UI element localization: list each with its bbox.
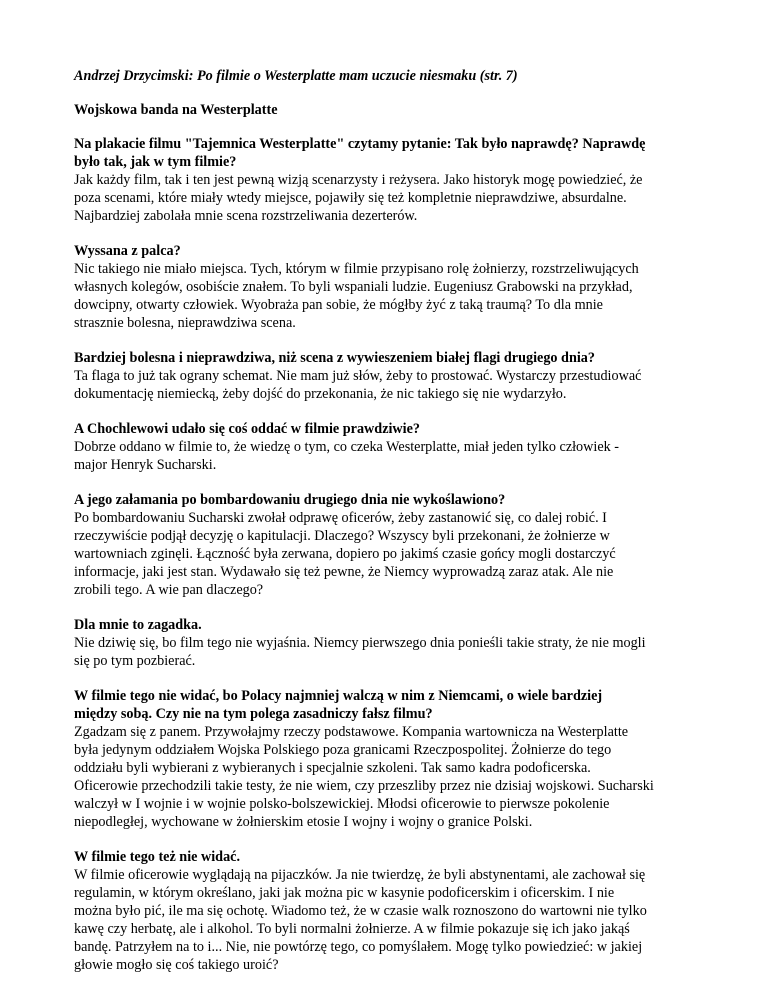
answer-line: Zgadzam się z panem. Przywołajmy rzeczy podstawowe. Kompania wartownicza na Westerplatte — [74, 724, 629, 740]
question-line: W filmie tego też nie widać. — [74, 849, 241, 865]
interview-answer — [74, 866, 722, 974]
qa-block — [74, 491, 722, 599]
interview-answer — [74, 367, 722, 403]
answer-line: się po tym pozbierać. — [74, 653, 196, 669]
question-line: Wyssana z palca? — [74, 243, 181, 259]
answer-line: bandę. Patrzyłem na to i... Nie, nie powtórzę tego, co pomyślałem. Mogę tylko powiedzieć: w jakiej — [74, 939, 643, 955]
interview-answer — [74, 723, 722, 831]
qa-block — [74, 848, 722, 974]
interview-question — [74, 848, 722, 866]
answer-line: była jedynym oddziałem Wojska Polskiego poza granicami Rzeczpospolitej. Żołnierze do tego — [74, 742, 612, 758]
interview-question — [74, 349, 722, 367]
interview-question — [74, 687, 722, 723]
question-line: A Chochlewowi udało się coś oddać w filmie prawdziwie? — [74, 421, 421, 437]
interview-question — [74, 135, 722, 171]
answer-line: Nie dziwię się, bo film tego nie wyjaśnia. Niemcy pierwszego dnia ponieśli takie straty, że nie mogli — [74, 635, 646, 651]
answer-line: Dobrze oddano w filmie to, że wiedzę o tym, co czeka Westerplatte, miał jeden tylko człowiek - — [74, 439, 620, 455]
answer-line: Najbardziej zabolała mnie scena rozstrzeliwania dezerterów. — [74, 208, 418, 224]
answer-line: W filmie oficerowie wyglądają na pijaczków. Ja nie twierdzę, że byli abstynentami, ale zachował się — [74, 867, 646, 883]
answer-line: Po bombardowaniu Sucharski zwołał odprawę oficerów, żeby zastanowić się, co dalej robić. I — [74, 510, 607, 526]
answer-line: dokumentację niemiecką, żeby dojść do przekonania, że nic takiego się nie wydarzyło. — [74, 386, 567, 402]
interview-question — [74, 491, 722, 509]
interview-answer — [74, 509, 722, 599]
question-line: między sobą. Czy nie na tym polega zasadniczy fałsz filmu? — [74, 706, 433, 722]
question-line: Bardziej bolesna i nieprawdziwa, niż scena z wywieszeniem białej flagi drugiego dnia? — [74, 350, 595, 366]
qa-block — [74, 349, 722, 403]
answer-line: dowcipny, otwarty człowiek. Wyobraża pan sobie, że mógłby żyć z taką traumą? To dla mnie — [74, 297, 603, 313]
qa-block — [74, 687, 722, 831]
interview-question — [74, 242, 722, 260]
question-line: W filmie tego nie widać, bo Polacy najmniej walczą w nim z Niemcami, o wiele bardziej — [74, 688, 603, 704]
answer-line: strasznie bolesna, nieprawdziwa scena. — [74, 315, 296, 331]
answer-line: zrobili tego. A wie pan dlaczego? — [74, 582, 264, 598]
answer-line: informacje, jaki jest stan. Wydawało się też pewne, że Niemcy wyprowadzą zaraz atak. Ale nie — [74, 564, 614, 580]
answer-line: walczył w I wojnie i w wojnie polsko-bolszewickiej. Młodsi oficerowie to pierwsze pokolenie — [74, 796, 610, 812]
answer-line: można było pić, ile ma się ochotę. Wiadomo też, że w czasie walk roznoszono do wartowni nie tylko — [74, 903, 647, 919]
interview-body — [74, 135, 722, 974]
qa-block — [74, 135, 722, 225]
interview-answer — [74, 438, 722, 474]
interview-answer — [74, 260, 722, 332]
answer-line: oddziału byli wybierani z wybieranych i specjalnie szkoleni. Tak samo kadra podoficerska. — [74, 760, 591, 776]
interview-question — [74, 616, 722, 634]
answer-line: major Henryk Sucharski. — [74, 457, 217, 473]
answer-line: Ta flaga to już tak ograny schemat. Nie mam już słów, żeby to prostować. Wystarczy przestudiować — [74, 368, 642, 384]
qa-block — [74, 420, 722, 474]
answer-line: niepodległej, wychowane w żołnierskim etosie I wojny i wojny o granice Polski. — [74, 814, 533, 830]
question-line: Dla mnie to zagadka. — [74, 617, 202, 633]
article-title: Wojskowa banda na Westerplatte — [74, 102, 278, 118]
qa-block — [74, 616, 722, 670]
answer-line: poza scenami, które miały wtedy miejsce, pojawiły się też kompletnie nieprawdziwe, absurdalne. — [74, 190, 627, 206]
answer-line: kawę czy herbatę, ale i alkohol. To byli normalni żołnierze. A w filmie pokazuje się ich jako jakąś — [74, 921, 630, 937]
question-line: A jego załamania po bombardowaniu drugiego dnia nie wykoślawiono? — [74, 492, 506, 508]
interview-answer — [74, 171, 722, 225]
answer-line: rzeczywiście podjął decyzję o kapitulacji. Dlaczego? Wszyscy byli przekonani, że żołnierze w — [74, 528, 610, 544]
source-header: Andrzej Drzycimski: Po filmie o Westerplatte mam uczucie niesmaku (str. 7) — [74, 68, 518, 84]
answer-line: wartowniach zginęli. Łączność była zerwana, dopiero po jakimś czasie gońcy mogli dostarczyć — [74, 546, 616, 562]
answer-line: Oficerowie przechodzili takie testy, że nie wiem, czy przeszliby przez nie dzisiaj wojskowi. Sucharski — [74, 778, 654, 794]
question-line: było tak, jak w tym filmie? — [74, 154, 237, 170]
answer-line: regulamin, w którym określano, jaki jak można pic w kasynie podoficerskim i oficerskim. I nie — [74, 885, 615, 901]
answer-line: Jak każdy film, tak i ten jest pewną wizją scenarzysty i reżysera. Jako historyk mogę powiedzieć, że — [74, 172, 643, 188]
answer-line: własnych kolegów, osobiście znałem. To byli wspaniali ludzie. Eugeniusz Grabowski na przykład, — [74, 279, 633, 295]
interview-answer — [74, 634, 722, 670]
answer-line: głowie mogło się coś takiego uroić? — [74, 957, 279, 973]
answer-line: Nic takiego nie miało miejsca. Tych, którym w filmie przypisano rolę żołnierzy, rozstrzeliwujących — [74, 261, 639, 277]
question-line: Na plakacie filmu "Tajemnica Westerplatte" czytamy pytanie: Tak było naprawdę? Naprawdę — [74, 136, 646, 152]
interview-question — [74, 420, 722, 438]
qa-block — [74, 242, 722, 332]
